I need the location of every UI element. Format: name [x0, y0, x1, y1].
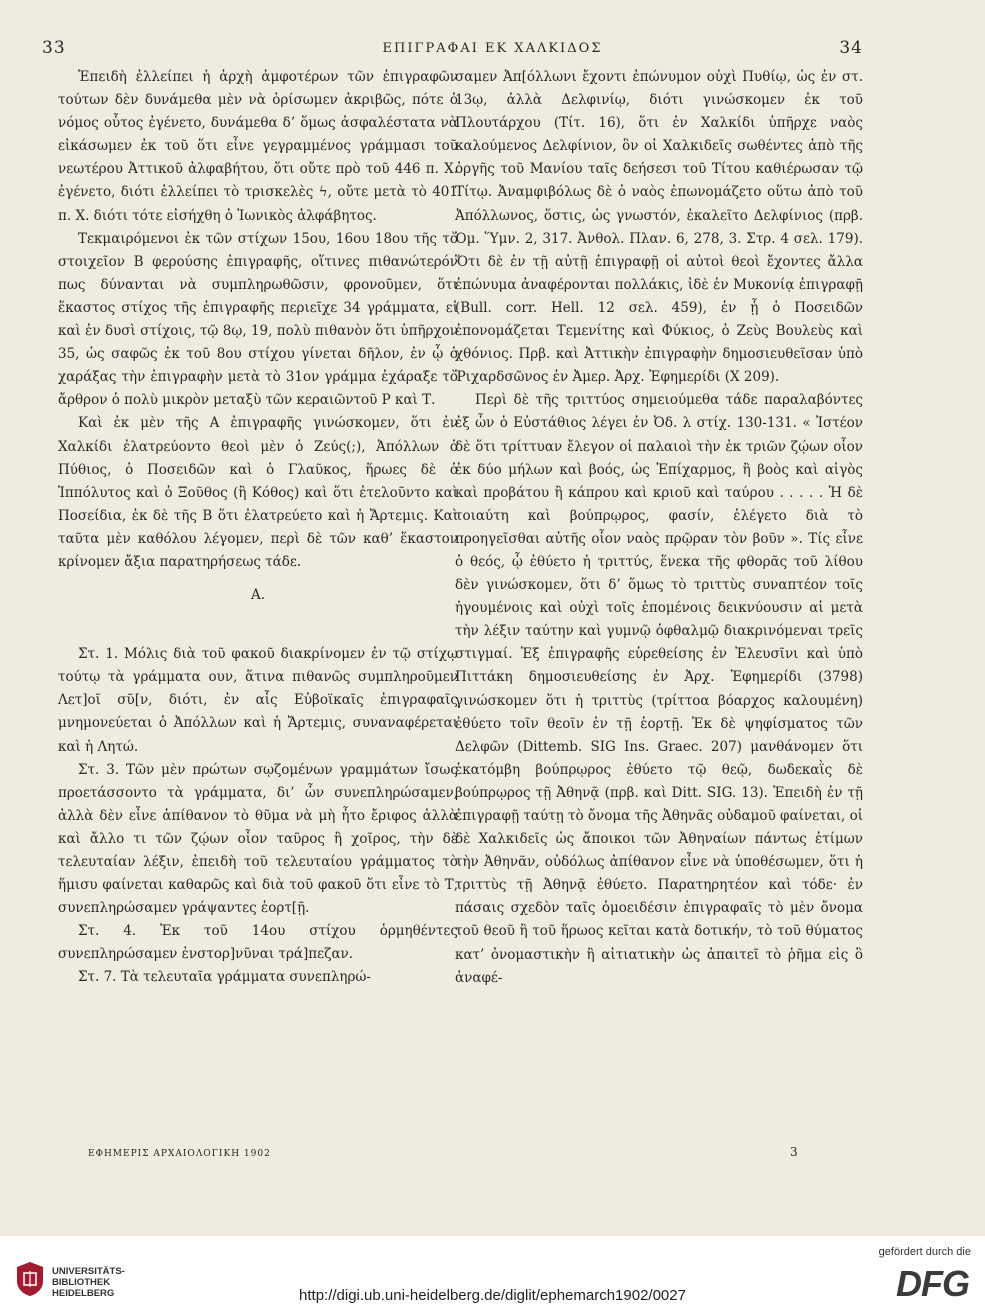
right-paragraph-2: Περὶ δὲ τῆς τριττύος σημειούμεθα τάδε παραλαβόντες ἐξ ὧν ὁ Εὐστάθιος λέγει ἐν Ὀδ. λ στίχ. 130-131. « Ἰστέον δὲ ὅτι τρίττυαν ἔλεγον οἱ παλαιοὶ τὴν ἐκ τριῶν ζῴων οἷον ἐκ δύο μήλων καὶ βοός, ὡς Ἐπίχαρμος, ἢ βοὸς καὶ αἰγὸς καὶ προβάτου ἢ κάπρου καὶ κριοῦ καὶ ταύρου . . . . . Ἡ δὲ τοιαύτη καὶ βούπρῳρος, φασίν, ἐλέγετο διὰ τὸ προηγεῖσθαι αὐτῆς οἷον ναὸς πρῷραν τὸν βοῦν ». Τίς εἶνε ὁ θεός, ᾧ ἐθύετο ἡ τριττύς, ἕνεκα τῆς φθορᾶς τοῦ λίθου δὲν γινώσκομεν, ὅτι δ’ ὅμως τὸ τριττὺς συναπτέον τοῖς ἡγουμένοις καὶ οὐχὶ τοῖς ἑπομένοις δεικνύουσιν αἱ μετὰ τὴν λέξιν ταύτην καὶ γυμνῷ ὀφθαλμῷ διακρινόμεναι τρεῖς στιγμαί. Ἐξ ἐπιγραφῆς εὑρεθείσης ἐν Ἐλευσῖνι καὶ ὑπὸ Πιττάκη δημοσιευθείσης ἐν Ἀρχ. Ἐφημερίδι (3798) γινώσκομεν ὅτι ἡ τριττὺς (τρίττοα βόαρχος καλουμένη) ἐθύετο τοῖν θεοῖν ἐν τῇ ἑορτῇ. Ἐκ δὲ ψηφίσματος τῶν Δελφῶν (Dittemb. SIG Ins. Graec. 207) μανθάνομεν ὅτι ἑκατόμβη βούπρῳρος ἐθύετο τῷ θεῷ, δωδεκαῒς δὲ βούπρῳρος τῇ Ἀθηνᾷ (πρβ. καὶ Ditt. SIG. 13). Ἐπειδὴ ἐν τῇ ἐπιγραφῇ ταύτῃ τὸ ὄνομα τῆς Ἀθηνᾶς οὐδαμοῦ φαίνεται, οἱ δὲ Χαλκιδεῖς ὡς ἄποικοι τῶν Ἀθηναίων πάντως ἐτίμων τὴν Ἀθηνᾶν, οὐδόλως ἀπίθανον εἶνε νὰ ὑποθέσωμεν, ὅτι ἡ τριττὺς τῇ Ἀθηνᾷ ἐθύετο. Παρατηρητέον καὶ τόδε· ἐν πάσαις σχεδὸν ταῖς ὁμοειδέσιν ἐπιγραφαῖς τὸ μὲν ὄνομα τοῦ θεοῦ ἢ τοῦ ἥρωος κεῖται κατὰ δοτικήν, τὸ τοῦ θύματος κατ’ ὀνομαστικὴν ἢ αἰτιατικὴν ὡς ἀπαιτεῖ τὸ ῥῆμα εἰς ὃ ἀναφέ-: [455, 392, 864, 986]
institution-line-2: BIBLIOTHEK: [52, 1277, 111, 1288]
running-title: ΕΠΙΓΡΑΦΑΙ ΕΚ ΧΑΛΚΙΔΟΣ: [382, 41, 603, 56]
page-number-right: 34: [839, 38, 863, 58]
footer-journal-title: ΕΦΗΜΕΡΙΣ ΑΡΧΑΙΟΛΟΓΙΚΗ 1902: [88, 1149, 271, 1159]
right-column: [455, 66, 863, 990]
left-paragraph-7: Στ. 7. Τὰ τελευταῖα γράμματα συνεπληρώ-: [78, 969, 371, 986]
dfg-logo: DFG: [896, 1263, 969, 1304]
institution-line-1: UNIVERSITÄTS-: [52, 1266, 125, 1277]
right-paragraph-1: σαμεν Ἀπ[όλλωνι ἔχοντι ἐπώνυμον οὐχὶ Πυθίῳ, ὡς ἐν στ. 13ῳ, ἀλλὰ Δελφινίῳ, διότι γινώσκομεν ἐκ τοῦ Πλουτάρχου (Τίτ. 16), ὅτι ἐν Χαλκίδι ὑπῆρχε ναὸς καλούμενος Δελφίνιον, ὃν οἱ Χαλκιδεῖς σωθέντες ἀπὸ τῆς ὀργῆς τοῦ Μανίου ταῖς δεήσεσι τοῦ Τίτου καθιέρωσαν τῷ Τίτῳ. Ἀναμφιβόλως δὲ ὁ ναὸς ἐπωνομάζετο οὕτω ἀπὸ τοῦ Ἀπόλλωνος, ὅστις, ὡς γνωστόν, ἐκαλεῖτο Δελφίνιος (πρβ. Ὁμ. Ὕμν. 2, 317. Ἀνθολ. Πλαν. 6, 278, 3. Στρ. 4 σελ. 179). Ὅτι δὲ ἐν τῇ αὐτῇ ἐπιγραφῇ οἱ αὐτοὶ θεοὶ ἔχοντες ἄλλα ἐπώνυμα ἀναφέρονται πολλάκις, ἰδὲ ἐν Μυκονίᾳ ἐπιγραφῇ (Bull. corr. Hell. 12 σελ. 459), ἐν ᾗ ὁ Ποσειδῶν ἐπονομάζεται Τεμενίτης καὶ Φύκιος, ὁ Ζεὺς Βουλεὺς καὶ χθόνιος. Πρβ. καὶ Ἀττικὴν ἐπιγραφὴν δημοσιευθεῖσαν ὑπὸ Ῥιχαρδσῶνος ἐν Ἀμερ. Ἀρχ. Ἐφημερίδι (Χ 209).: [455, 69, 863, 386]
footer-signature: 3: [790, 1145, 798, 1159]
left-paragraph-5: Στ. 3. Τῶν μὲν πρώτων σῳζομένων γραμμάτων ἴσως προετάσσοντο τὰ γράμματα, δι’ ὧν συνεπληρώσαμεν, ἀλλὰ δὲν εἶνε ἀπίθανον τὸ θῦμα νὰ μὴ ἦτο ἔριφος ἀλλὰ καὶ ἄλλο τι τῶν ζῴων οἷον ταῦρος ἢ χοῖρος, τὴν δὲ τελευταίαν λέξιν, ἐπειδὴ τοῦ τελευταίου γράμματος τὸ ἥμισυ φαίνεται καθαρῶς καὶ διὰ τοῦ φακοῦ ὅτι εἶνε τὸ Τ, συνεπληρώσαμεν γράψαντες ἑορτ[ῇ.: [58, 761, 458, 917]
left-paragraph-3: Καὶ ἐκ μὲν τῆς Α ἐπιγραφῆς γινώσκομεν, ὅτι ἐν Χαλκίδι ἐλατρεύοντο θεοὶ μὲν ὁ Ζεύς(;), Ἀπόλλων ὁ Πύθιος, ὁ Ποσειδῶν καὶ ὁ Γλαῦκος, ἥρωες δὲ ὁ Ἱππόλυτος καὶ ὁ Ξοῦθος (ἢ Κόθος) καὶ ὅτι ἐτελοῦντο καὶ Ποσείδια, ἐκ δὲ τῆς Β ὅτι ἐλατρεύετο καὶ ἡ Ἄρτεμις. Καὶ ταῦτα μὲν καθόλου λέγομεν, περὶ δὲ τῶν καθ’ ἕκαστον κρίνομεν ἄξια παρατηρήσεως τάδε.: [58, 415, 458, 570]
institution-line-3: HEIDELBERG: [52, 1288, 115, 1299]
section-heading: Α.: [250, 587, 266, 604]
left-column: [58, 66, 458, 990]
left-paragraph-2: Τεκμαιρόμενοι ἐκ τῶν στίχων 15ου, 16ου 18ου τῆς τὸ στοιχεῖον Β φερούσης ἐπιγραφῆς, οἵτινες πιθανώτερόν πως δύνανται νὰ συμπληρωθῶσιν, φρονοῦμεν, ὅτι ἕκαστος στίχος τῆς ἐπιγραφῆς περιεῖχε 34 γράμματα, εἰ καὶ ἐν δυσὶ στίχοις, τῷ 8ῳ, 19, πολὺ πιθανὸν ὅτι ὑπῆρχον 35, ὡς σαφῶς ἐκ τοῦ 8ου στίχου γίνεται δῆλον, ἐν ᾧ ὁ χαράξας τὴν ἐπιγραφὴν μετὰ τὸ 31ον γράμμα ἐχάραξε τὸ ἄρθρον ὁ πολὺ μικρὸν μεταξὺ τῶν κεραιῶντοῦ Ρ καὶ Τ.: [58, 230, 458, 409]
left-paragraph-6: Στ. 4. Ἐκ τοῦ 14ου στίχου ὁρμηθέντες συνεπληρώσαμεν ἐνστορ]νῦναι τρά]πεζαν.: [58, 923, 458, 963]
left-paragraph-1: Ἐπειδὴ ἐλλείπει ἡ ἀρχὴ ἀμφοτέρων τῶν ἐπιγραφῶν τούτων δὲν δυνάμεθα μὲν νὰ ὁρίσωμεν ἀκριβῶς, πότε ὁ νόμος οὗτος ἐγένετο, δυνάμεθα δ’ ὅμως ἀσφαλέστατα νὰ εἰκάσωμεν ἐκ τοῦ ὅτι εἶνε γεγραμμένος γράμμασι τοῦ νεωτέρου Ἀττικοῦ ἀλφαβήτου, ὅτι οὔτε πρὸ τοῦ 446 π. Χ. ἐγένετο, διότι ἐλλείπει τὸ τρισκελὲς ϟ, οὔτε μετὰ τὸ 401 π. Χ. διότι τότε εἰσήχθη ὁ Ἰωνικὸς ἀλφάβητος.: [58, 69, 458, 224]
dfg-caption: gefördert durch die: [878, 1246, 971, 1258]
source-url-link[interactable]: http://digi.ub.uni-heidelberg.de/diglit/ephemarch1902/0027: [299, 1287, 686, 1304]
left-paragraph-4: Στ. 1. Μόλις διὰ τοῦ φακοῦ διακρίνομεν ἐν τῷ στίχῳ τούτῳ τὰ γράμματα ουν, ἅτινα πιθανῶς συμπληροῦμεν Λετ]οῖ σῦ[ν, διότι, ἐν αἷς Εὐβοϊκαῖς ἐπιγραφαῖς μνημονεύεται ὁ Ἀπόλλων καὶ ἡ Ἄρτεμις, συναναφέρεται καὶ ἡ Λητώ.: [58, 646, 458, 755]
page-number-left: 33: [42, 38, 66, 58]
